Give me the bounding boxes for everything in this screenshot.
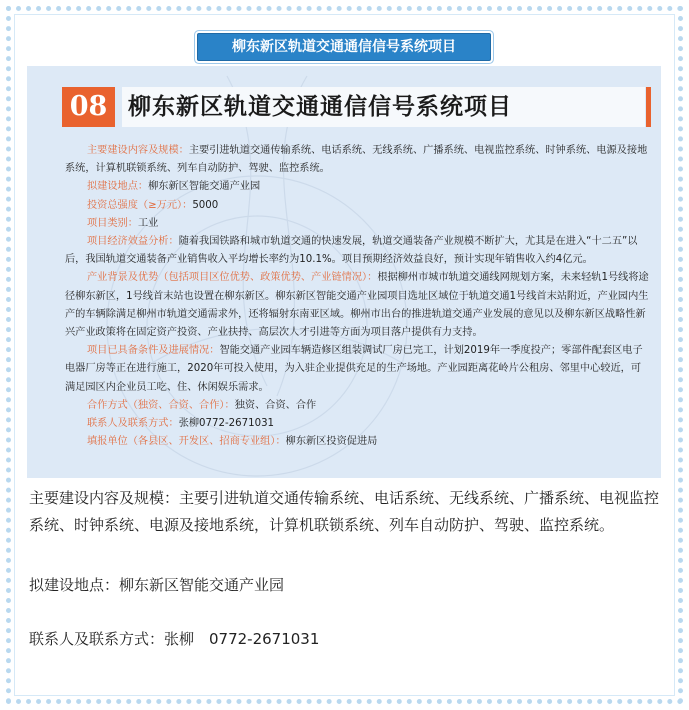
scale-paragraph: 主要建设内容及规模：主要引进轨道交通传输系统、电话系统、无线系统、广播系统、电视监控系统、时钟系统、电源及接地系统，计算机联锁系统、列车自动防护、驾驶、监控系统。 [65, 145, 648, 175]
heading-accent-bar [646, 87, 651, 127]
contact-text: 联系人及联系方式：张柳 0772-2671031 [29, 630, 320, 648]
background-paragraph: 产业背景及优势（包括项目区位优势、政策优势、产业链情况）：根据柳州市城市轨道交通线网规划方案，未来轻轨1号线将途径柳东新区，1号线首末站也设置在柳东新区。柳东新区智能交通产业园项目选址区域位于轨道交通1号线首末站附近，产业园内生产的车辆除满足柳州市轨道交通需求外，还将辐射东南亚区域。柳州市出台的推进轨道交通产业发展的意见以及柳东新区战略性新兴产业政策将在固定资产投资、产业扶持、高层次人才引进等方面为项目落户提供有力支持。 [65, 272, 649, 339]
card-title: 柳东新区轨道交通通信信号系统项目 [122, 87, 645, 127]
card-heading [62, 87, 651, 127]
article-text [29, 485, 669, 653]
site-row: 拟建设地点：柳东新区智能交通产业园 [87, 181, 261, 193]
unit-row: 填报单位（各县区、开发区、招商专业组）：柳东新区投资促进局 [87, 436, 378, 448]
title-banner: 柳东新区轨道交通通信信号系统项目 [197, 33, 491, 61]
invest-row: 投资总强度（≥万元）：5000 [87, 199, 219, 211]
category-row: 项目类别：工业 [87, 217, 159, 229]
project-number: 08 [62, 87, 115, 127]
site-text: 拟建设地点：柳东新区智能交通产业园 [29, 576, 285, 594]
coop-row: 合作方式（独资、合资、合作）：独资、合资、合作 [87, 399, 317, 411]
contact-row: 联系人及联系方式：张柳0772-2671031 [87, 418, 275, 430]
conditions-paragraph: 项目已具备条件及进展情况：智能交通产业园车辆造修区组装调试厂房已完工，计划2019年一季度投产；零部件配套区电子电器厂房等正在进行施工，2020年可投入使用，为入驻企业提供充足的生产场地。产业园距离花岭片公租房、邻里中心较近，可满足园区内企业员工吃、住、休闲娱乐需求。 [65, 345, 643, 393]
card-body [65, 142, 649, 451]
project-card-image [27, 66, 661, 478]
benefit-paragraph: 项目经济效益分析：随着我国铁路和城市轨道交通的快速发展，轨道交通装备产业规模不断扩大，尤其是在进入“十二五”以后，我国轨道交通装备产业销售收入平均增长率约为10.1%。项目预期经济效益良好，预计实现年销售收入约4亿元。 [65, 236, 638, 266]
scale-text: 主要建设内容及规模：主要引进轨道交通传输系统、电话系统、无线系统、广播系统、电视监控系统、时钟系统、电源及接地系统，计算机联锁系统、列车自动防护、驾驶、监控系统。 [29, 489, 660, 534]
